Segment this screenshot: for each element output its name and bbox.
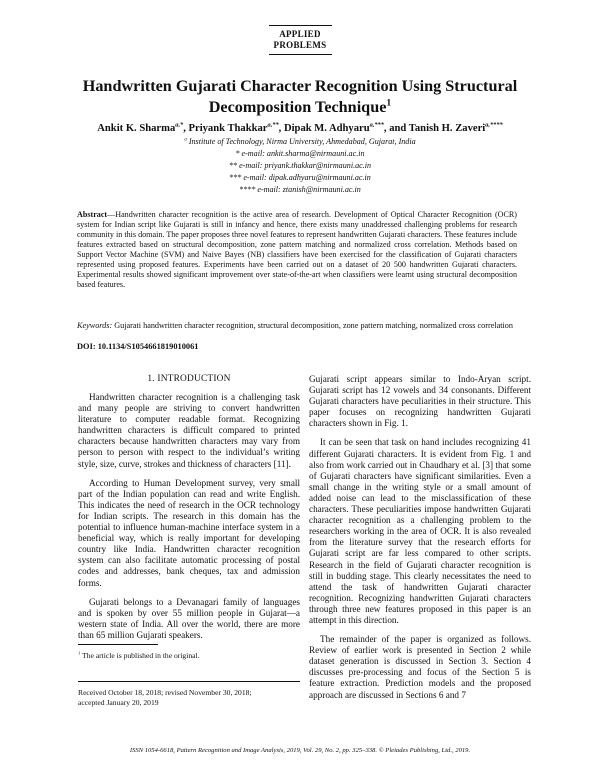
paragraph: Gujarati belongs to a Devanagari family of languages and is spoken by over 55 million people in Gujarat—a western state of India. All over the world, there are more than 65 million Gujarati speakers. [78,596,300,640]
author-list: Ankit K. Sharma$^{a,*}$, Priyank Thakkar$^{a,**}$, Dipak M. Adhyaru$^{a,***}$, and Tanish H. Zaveri$^{a,****}$ [97,121,503,134]
paper-title-line2: Decomposition Technique$^1$ [208,97,392,116]
email-4: **** e-mail: ztanish@nirmauni.ac.in [239,185,361,194]
footnote: $^1$ The article is published in the original. [78,650,200,660]
received-dates: Received October 18, 2018; revised November 30, 2018; accepted January 20, 2019 [78,688,252,707]
author-3: Dipak M. Adhyaru [283,123,370,134]
abstract-label: Abstract [77,210,108,219]
email-1: * e-mail: ankit.sharma@nirmauni.ac.in [235,149,365,158]
affiliation-institute: $^a$ Institute of Technology, Nirma University, Ahmedabad, Gujarat, India [184,137,416,146]
right-column [309,374,531,701]
paragraph: The remainder of the paper is organized as follows. Review of earlier work is presented in Section 2 while dataset generation is discussed in Section 3. Section 4 discusses pre-processing and focus of the Section 5 is feature extraction. Prediction models and the proposed approach are discussed in Sections 6 and 7 [309,634,531,700]
abstract-text: —Handwritten character recognition is the active area of research. Development of Optical Character Recognition (OCR) system for Indian script like Gujarati is still in infancy and hence, there exists many unaddressed challenging problems for research community in this domain. The paper proposes three novel features to represent handwritten Gujarati characters. These features include features extracted based on structural decomposition, zone pattern matching and normalized cross correlation. Methods based on Support Vector Machine (SVM) and Naive Bayes (NB) classifiers have been exercised for the classification of Gujarati characters represented using proposed features. Experiments have been carried out on a dataset of 20 500 handwritten Gujarati characters. Experimental results showed significant improvement over state-of-the-art when classifiers were learnt using structural decomposition based features. [77,210,517,290]
paragraph: It can be seen that task on hand includes recognizing 41 different Gujarati characters. It is evident from Fig. 1 and also from work carried out in Chaudhary et al. [3] that some of Gujarati characters have significant similarities. Even a small change in the writing style or a small amount of added noise can lead to the misclassification of these characters. These peculiarities impose handwritten Gujarati character recognition as a challenging problem to the researchers working in the area of OCR. It is also revealed from the literature survey that the research efforts for Gujarati script are far less compared to other scripts. Research in the field of Gujarati character recognition is still in budding stage. This clearly necessitates the need to attend the task of handwritten Gujarati character recognition. Recognizing handwritten Gujarati characters through three new features proposed in this paper is an attempt in this direction. [309,437,531,625]
abstract [77,210,517,290]
journal-section-label-2: PROBLEMS [273,40,327,50]
author-2: Priyank Thakkar [188,123,268,134]
journal-section-label: APPLIED [279,29,321,39]
paper-title-line1: Handwritten Gujarati Character Recognition Using Structural [82,77,518,95]
paragraph: Handwritten character recognition is a challenging task and many people are striving to convert handwritten literature to computer readable format. Recognizing handwritten characters is difficult compared to printed characters because handwritten characters may vary from person to person with respect to the individual’s writing style, size, curve, strokes and thickness of characters [11]. [78,392,300,469]
paragraph: Gujarati script appears similar to Indo-Aryan script. Gujarati script has 12 vowels and 34 consonants. Different Gujarati characters have peculiarities in their structure. This paper focuses on recognizing handwritten Gujarati characters shown in Fig. 1. [309,374,531,429]
paragraph: According to Human Development survey, very small part of the Indian population can read and write English. This indicates the need of research in the OCR technology for Indian scripts. The research in this domain has the potential to influence human-machine interface system in a beneficial way, which is really important for developing country like India. Handwritten character recognition system can also facilitate automatic processing of postal codes and addresses, bank cheques, tax and admission forms. [78,477,300,588]
email-3: *** e-mail: dipak.adhyaru@nirmauni.ac.in [229,173,371,182]
footnote-rule [78,644,158,645]
keywords [77,321,517,331]
page-footer: ISSN 1054-6618, Pattern Recognition and Image Analysis, 2019, Vol. 29, No. 2, pp. 325–338. © Pleiades Publishing, Ltd., 2019. [129,747,471,754]
title-footnote-marker: 1 [386,97,392,109]
author-1: Ankit K. Sharma [97,123,176,134]
doi: DOI: 10.1134/S1054661819010061 [77,342,199,351]
author-4: Tanish H. Zaveri [408,123,486,134]
received-rule [78,681,300,682]
header-rule-bottom [269,54,332,55]
left-column [78,392,300,641]
keywords-text: Gujarati handwritten character recognition, structural decomposition, zone pattern matching, normalized cross correlation [114,321,513,330]
email-2: ** e-mail: priyank.thakkar@nirmauni.ac.in [228,161,372,170]
keywords-label: Keywords: [77,321,113,330]
header-rule-top [269,25,332,26]
section-heading-introduction: 1. INTRODUCTION [147,374,231,384]
